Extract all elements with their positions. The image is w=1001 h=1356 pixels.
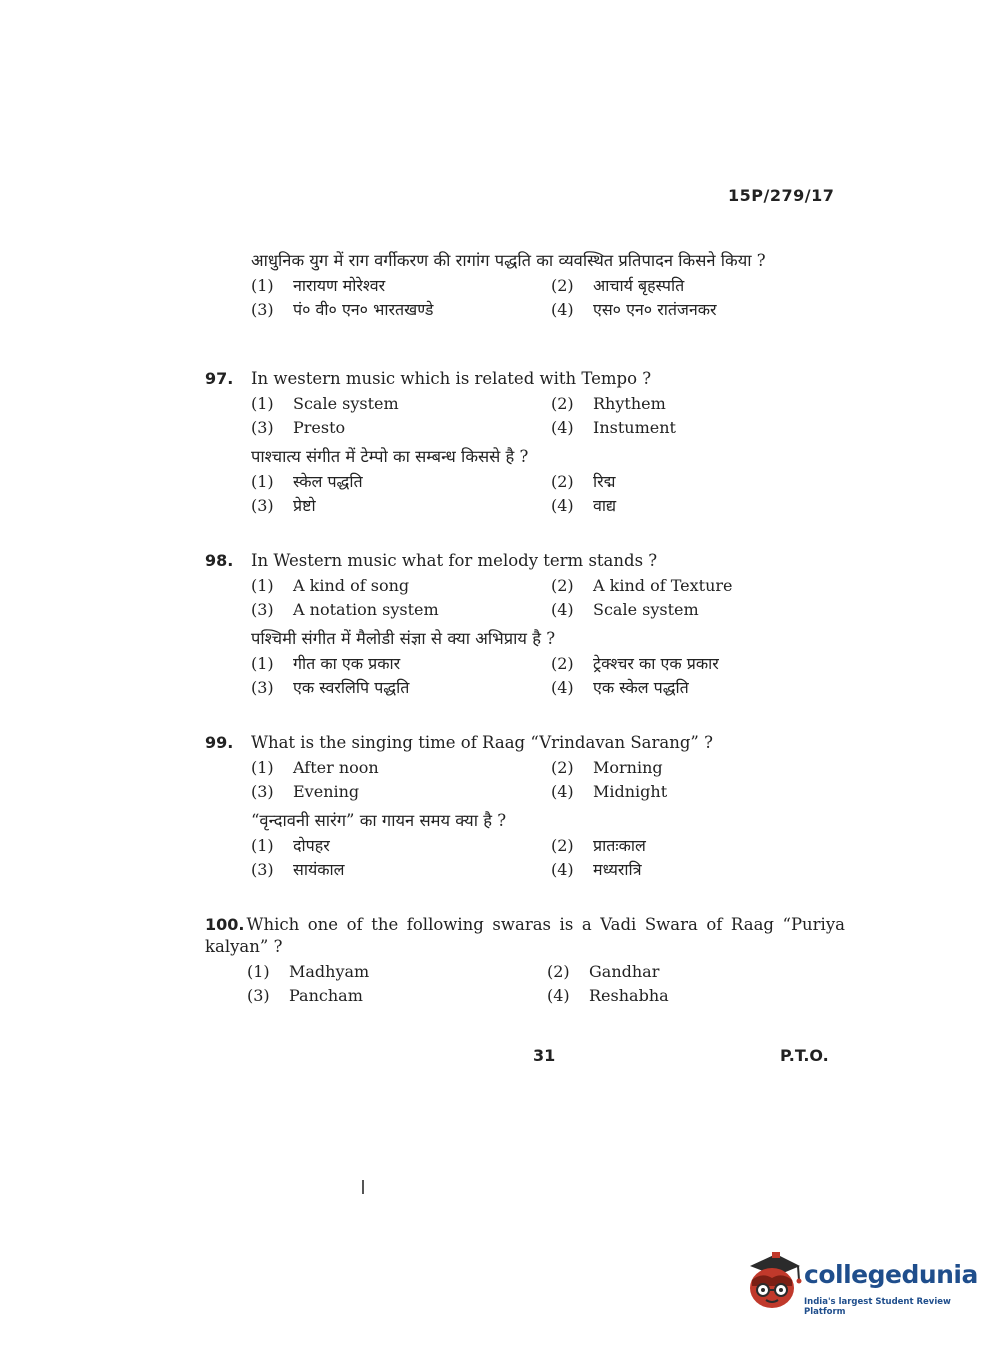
option-number: (3) bbox=[251, 782, 274, 801]
question-97 bbox=[205, 368, 845, 516]
option-text: Rhythem bbox=[593, 394, 666, 413]
option-number: (2) bbox=[551, 758, 574, 777]
option bbox=[251, 599, 551, 620]
question-hindi: पश्चिमी संगीत में मैलोडी संज्ञा से क्या अभिप्राय है ? bbox=[251, 629, 556, 648]
question-hindi: “वृन्दावनी सारंग” का गायन समय क्या है ? bbox=[251, 811, 507, 830]
option bbox=[551, 393, 851, 414]
option-number: (4) bbox=[551, 678, 574, 697]
question-number: 97. bbox=[205, 369, 234, 388]
option bbox=[551, 471, 851, 492]
option-text: एस० एन० रातंजनकर bbox=[593, 300, 717, 319]
question-english: In western music which is related with Tempo ? bbox=[251, 369, 652, 388]
collegedunia-watermark bbox=[742, 1250, 978, 1317]
option-number: (2) bbox=[551, 654, 574, 673]
option-text: After noon bbox=[293, 758, 379, 777]
option-text: Gandhar bbox=[589, 962, 660, 981]
option-number: (3) bbox=[251, 496, 274, 515]
option-number: (2) bbox=[551, 836, 574, 855]
option-number: (4) bbox=[551, 600, 574, 619]
option-text: ट्रेक्श्चर का एक प्रकार bbox=[593, 654, 719, 673]
brand-tagline: India's largest Student Review Platform bbox=[804, 1297, 951, 1317]
question-number: 99. bbox=[205, 733, 234, 752]
question-english: What is the singing time of Raag “Vrindavan Sarang” ? bbox=[251, 733, 713, 752]
option-text: प्रेष्टो bbox=[293, 496, 316, 515]
question-hindi: पाश्चात्य संगीत में टेम्पो का सम्बन्ध किससे है ? bbox=[251, 447, 529, 466]
option bbox=[551, 653, 851, 674]
option-number: (4) bbox=[551, 300, 574, 319]
option-text: आचार्य बृहस्पति bbox=[593, 276, 685, 295]
option-number: (3) bbox=[251, 418, 274, 437]
option-text: गीत का एक प्रकार bbox=[293, 654, 401, 673]
options-grid bbox=[205, 757, 845, 802]
question-number: 98. bbox=[205, 551, 234, 570]
option bbox=[251, 299, 551, 320]
option bbox=[547, 961, 847, 982]
option-number: (1) bbox=[251, 576, 274, 595]
option bbox=[251, 275, 551, 296]
option-text: एक स्केल पद्धति bbox=[593, 678, 689, 697]
option-number: (1) bbox=[251, 758, 274, 777]
option-text: एक स्वरलिपि पद्धति bbox=[293, 678, 410, 697]
page-code: 15P/279/17 bbox=[728, 186, 835, 205]
option bbox=[251, 575, 551, 596]
option bbox=[251, 393, 551, 414]
option-number: (2) bbox=[551, 276, 574, 295]
option bbox=[251, 781, 551, 802]
option-text: स्केल पद्धति bbox=[293, 472, 363, 491]
options-grid-hindi bbox=[205, 653, 845, 698]
option-text: A kind of Texture bbox=[593, 576, 733, 595]
option bbox=[551, 299, 851, 320]
option-number: (3) bbox=[247, 986, 270, 1005]
option bbox=[547, 985, 847, 1006]
option bbox=[551, 275, 851, 296]
question-text: आधुनिक युग में राग वर्गीकरण की रागांग पद्धति का व्यवस्थित प्रतिपादन किसने किया ? bbox=[251, 251, 766, 270]
option-number: (4) bbox=[551, 496, 574, 515]
option bbox=[251, 495, 551, 516]
question-text bbox=[205, 550, 845, 572]
option-number: (1) bbox=[247, 962, 270, 981]
options-grid-hindi bbox=[205, 471, 845, 516]
option-number: (1) bbox=[251, 276, 274, 295]
option-text: सायंकाल bbox=[293, 860, 345, 879]
option bbox=[551, 417, 851, 438]
option bbox=[251, 757, 551, 778]
option-number: (3) bbox=[251, 300, 274, 319]
question-text bbox=[205, 914, 845, 958]
question-text bbox=[205, 732, 845, 754]
option bbox=[247, 961, 547, 982]
option-text: वाद्य bbox=[593, 496, 617, 515]
option-text: Reshabha bbox=[589, 986, 669, 1005]
options-grid-hindi bbox=[205, 835, 845, 880]
option-text: Morning bbox=[593, 758, 663, 777]
page-number: 31 bbox=[533, 1046, 556, 1065]
mascot-icon bbox=[742, 1250, 802, 1316]
option-number: (1) bbox=[251, 472, 274, 491]
question-english: Which one of the following swaras is a Vadi Swara of Raag “Puriya kalyan” ? bbox=[205, 915, 845, 956]
option bbox=[551, 599, 851, 620]
stray-mark bbox=[362, 1180, 364, 1194]
brand-name: collegedunia bbox=[804, 1260, 978, 1289]
option-number: (4) bbox=[551, 418, 574, 437]
option bbox=[551, 677, 851, 698]
option bbox=[551, 757, 851, 778]
question-number: 100. bbox=[205, 915, 245, 934]
question-98 bbox=[205, 550, 845, 698]
option bbox=[251, 471, 551, 492]
option-text: A notation system bbox=[293, 600, 439, 619]
option bbox=[251, 653, 551, 674]
option-number: (4) bbox=[547, 986, 570, 1005]
option-text: मध्यरात्रि bbox=[593, 860, 642, 879]
option-number: (1) bbox=[251, 654, 274, 673]
option-text: Scale system bbox=[293, 394, 399, 413]
option-number: (2) bbox=[551, 394, 574, 413]
question-99 bbox=[205, 732, 845, 880]
option-number: (2) bbox=[551, 472, 574, 491]
option-text: प्रातःकाल bbox=[593, 836, 646, 855]
option-text: दोपहर bbox=[293, 836, 330, 855]
question-100 bbox=[205, 914, 845, 1006]
option-text: Midnight bbox=[593, 782, 668, 801]
question-text bbox=[205, 368, 845, 390]
option-text: Madhyam bbox=[289, 962, 370, 981]
option-number: (2) bbox=[551, 576, 574, 595]
options-grid bbox=[205, 393, 845, 438]
option-text: Pancham bbox=[289, 986, 363, 1005]
option bbox=[247, 985, 547, 1006]
question-96-hindi bbox=[205, 250, 845, 320]
option-text: A kind of song bbox=[293, 576, 410, 595]
option-number: (4) bbox=[551, 860, 574, 879]
option bbox=[251, 835, 551, 856]
option-number: (3) bbox=[251, 600, 274, 619]
pto-label: P.T.O. bbox=[780, 1046, 829, 1065]
option bbox=[551, 495, 851, 516]
option-number: (3) bbox=[251, 678, 274, 697]
option bbox=[551, 575, 851, 596]
option bbox=[251, 859, 551, 880]
option bbox=[551, 859, 851, 880]
option bbox=[551, 781, 851, 802]
options-grid bbox=[205, 275, 845, 320]
option-number: (3) bbox=[251, 860, 274, 879]
option-text: Evening bbox=[293, 782, 360, 801]
option bbox=[251, 417, 551, 438]
option-text: रिद्म bbox=[593, 472, 616, 491]
option-text: Instument bbox=[593, 418, 676, 437]
option-text: Presto bbox=[293, 418, 346, 437]
options-grid bbox=[205, 961, 845, 1006]
question-english: In Western music what for melody term stands ? bbox=[251, 551, 658, 570]
options-grid bbox=[205, 575, 845, 620]
option bbox=[551, 835, 851, 856]
option-text: पं० वी० एन० भारतखण्डे bbox=[293, 300, 434, 319]
option-number: (1) bbox=[251, 394, 274, 413]
option bbox=[251, 677, 551, 698]
option-number: (4) bbox=[551, 782, 574, 801]
option-number: (2) bbox=[547, 962, 570, 981]
option-text: नारायण मोरेश्वर bbox=[293, 276, 386, 295]
option-text: Scale system bbox=[593, 600, 699, 619]
option-number: (1) bbox=[251, 836, 274, 855]
